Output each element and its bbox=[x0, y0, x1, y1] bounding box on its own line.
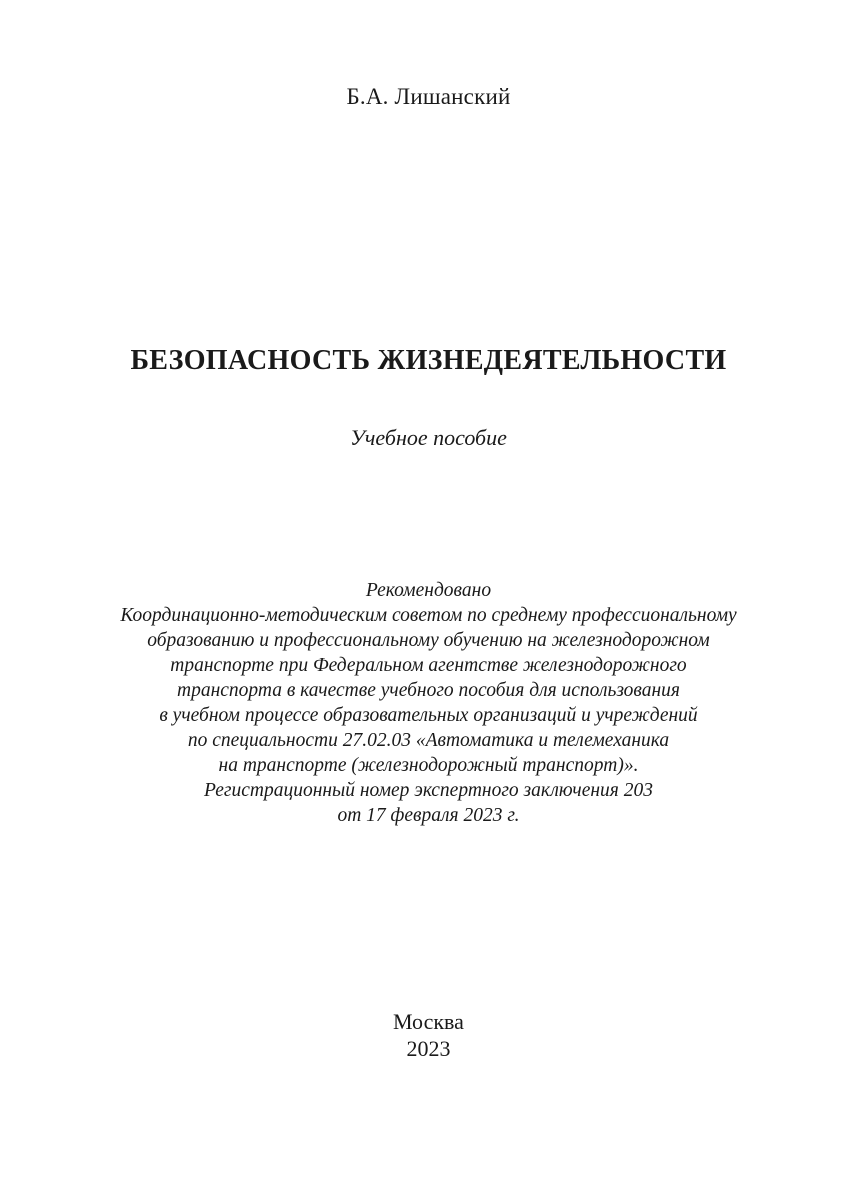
approval-line: от 17 февраля 2023 г. bbox=[337, 805, 520, 826]
approval-line: Рекомендовано bbox=[365, 580, 492, 601]
approval-line: транспорта в качестве учебного пособия для использования bbox=[176, 680, 680, 701]
approval-line: транспорте при Федеральном агентстве железнодорожного bbox=[170, 655, 687, 676]
publication-year: 2023 bbox=[406, 1036, 451, 1061]
approval-line: в учебном процессе образовательных организаций и учреждений bbox=[159, 705, 698, 726]
book-title: БЕЗОПАСНОСТЬ ЖИЗНЕДЕЯТЕЛЬНОСТИ bbox=[130, 345, 727, 376]
approval-line: Координационно-методическим советом по среднему профессиональному bbox=[120, 605, 737, 626]
book-subtitle: Учебное пособие bbox=[350, 425, 507, 450]
approval-line: образованию и профессиональному обучению на железнодорожном bbox=[147, 630, 710, 651]
approval-note bbox=[0, 578, 857, 828]
author-name: Б.А. Лишанский bbox=[346, 84, 511, 109]
approval-line: по специальности 27.02.03 «Автоматика и телемеханика bbox=[187, 730, 670, 751]
publication-city: Москва bbox=[393, 1009, 464, 1034]
approval-line: на транспорте (железнодорожный транспорт)». bbox=[218, 755, 639, 776]
approval-line: Регистрационный номер экспертного заключения 203 bbox=[204, 780, 653, 801]
